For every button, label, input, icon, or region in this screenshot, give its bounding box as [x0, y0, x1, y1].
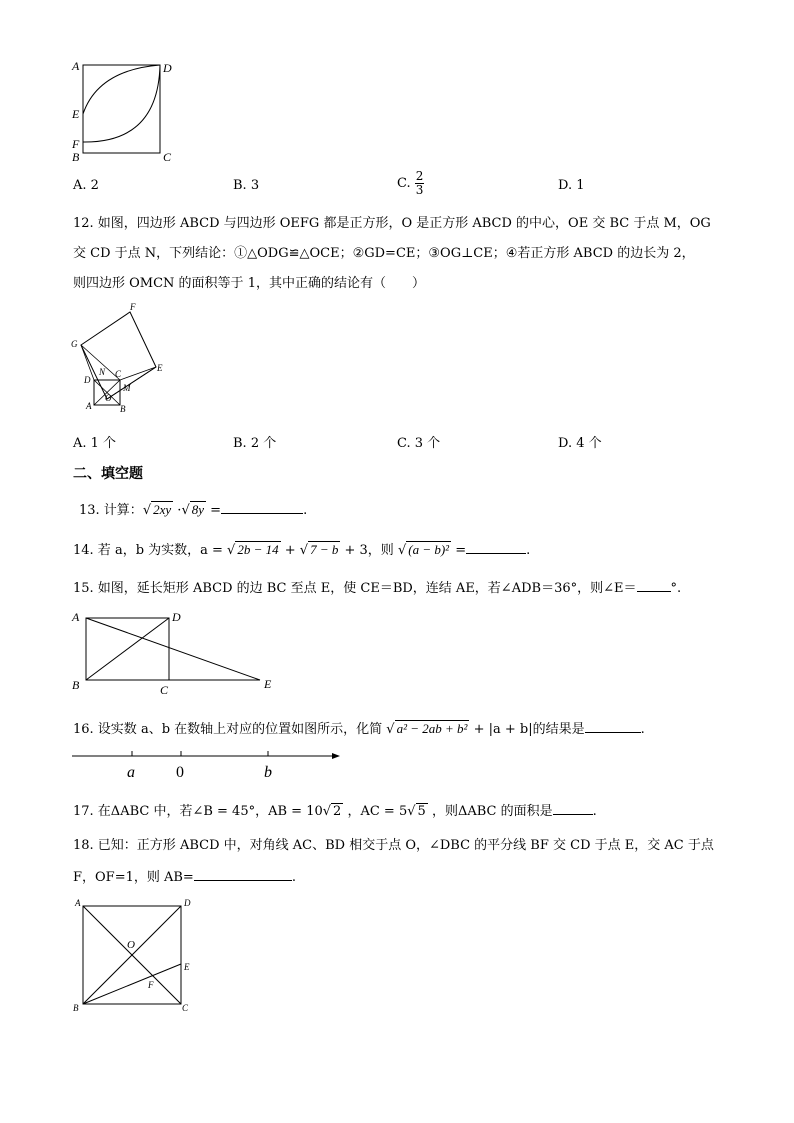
q13-dot: ·	[177, 503, 182, 518]
q11-option-c	[397, 170, 424, 197]
q16-prefix: 16. 设实数 a、b 在数轴上对应的位置如图所示，化简	[73, 722, 383, 737]
fraction-denominator: 3	[415, 183, 424, 197]
q18-line2-text: F，OF=1，则 AB=	[73, 870, 194, 885]
label-C: C	[163, 150, 172, 164]
label-O: O	[105, 393, 112, 403]
fraction-numerator: 2	[415, 169, 424, 183]
label-A: A	[72, 59, 80, 73]
q11-square	[83, 65, 160, 153]
label-A: A	[86, 401, 92, 411]
label-D: D	[163, 61, 172, 75]
q14-radicand-2: 7 − b	[310, 542, 339, 557]
label-D: D	[184, 898, 191, 908]
q13-equals: =	[210, 503, 222, 518]
q15-end: °.	[670, 581, 682, 596]
q15	[73, 579, 681, 597]
q14-equals: =	[455, 543, 467, 558]
q17: 17. 在ΔABC 中，若∠B = 45°，AB = 10√ 2 ，AC = 5√ 5 ，则ΔABC 的面积是 .	[73, 804, 597, 819]
q13-radicand-1: 2xy	[153, 502, 172, 517]
q18-figure	[68, 894, 203, 1019]
label-A: A	[72, 610, 80, 624]
q12-option-a: A. 1 个	[73, 436, 117, 451]
label-G: G	[71, 339, 78, 349]
q11-figure	[68, 58, 188, 170]
label-O: O	[127, 939, 135, 951]
q11-option-c-label: C.	[397, 176, 411, 191]
q17-answer-blank[interactable]	[553, 802, 593, 815]
axis-label-b: b	[264, 764, 272, 781]
q18-answer-blank[interactable]	[194, 868, 292, 881]
q17-suffix: ，则ΔABC 的面积是	[431, 804, 553, 819]
q12-line3: 则四边形 OMCN 的面积等于 1，其中正确的结论有（ ）	[73, 276, 425, 291]
axis-label-zero: 0	[176, 764, 184, 781]
q17-mid: ，AC = 5	[347, 804, 408, 819]
q16: 16. 设实数 a、b 在数轴上对应的位置如图所示，化简 √ a² − 2ab + b² + |a + b|的结果是 .	[73, 721, 645, 737]
label-M: M	[123, 383, 131, 393]
q17-radicand-2: 5	[417, 804, 426, 819]
label-B: B	[73, 1003, 79, 1013]
q12-figure	[68, 302, 178, 420]
q16-mid: + |a + b|的结果是	[473, 722, 585, 737]
q13-prefix: 13. 计算：	[79, 503, 143, 518]
q11-arc-lower	[83, 65, 160, 142]
q16-answer-blank[interactable]	[585, 720, 641, 733]
q17-radicand-1: 2	[333, 804, 342, 819]
arrow-icon	[332, 753, 340, 759]
q13-radicand-2: 8y	[191, 502, 205, 517]
q17-end: .	[592, 804, 597, 819]
q16-end: .	[640, 722, 645, 737]
q12-line2: 交 CD 于点 N，下列结论：①△ODG≌△OCE；②GD=CE；③OG⊥CE；④若正方形 ABCD 的边长为 2，	[73, 246, 695, 261]
label-B: B	[120, 404, 126, 414]
label-A: A	[75, 898, 81, 908]
label-F: F	[148, 980, 154, 990]
q15-answer-blank[interactable]	[637, 579, 671, 592]
q12-option-b: B. 2 个	[233, 436, 277, 451]
q14-end: .	[526, 543, 531, 558]
q16-radicand: a² − 2ab + b²	[396, 721, 468, 736]
q17-prefix: 17. 在ΔABC 中，若∠B = 45°，AB = 10	[73, 804, 323, 819]
q15-text: 15. 如图，延长矩形 ABCD 的边 BC 至点 E，使 CE＝BD，连结 AE，若∠ADB＝36°，则∠E＝	[73, 581, 637, 596]
label-E: E	[184, 962, 190, 972]
q11-option-d: D. 1	[558, 178, 585, 193]
q13-end: .	[303, 503, 308, 518]
label-E: E	[72, 107, 80, 121]
q18-line1: 18. 已知：正方形 ABCD 中，对角线 AC、BD 相交于点 O，∠DBC 的平分线 BF 交 CD 于点 E，交 AC 于点	[73, 838, 714, 853]
label-C: C	[182, 1003, 189, 1013]
label-D: D	[172, 610, 181, 624]
q12-option-c: C. 3 个	[397, 436, 441, 451]
q11-option-c-fraction	[415, 170, 425, 197]
q15-figure	[68, 606, 288, 698]
q14-prefix: 14. 若 a，b 为实数，a =	[73, 543, 223, 558]
label-C: C	[115, 369, 122, 379]
label-B: B	[72, 150, 80, 164]
q12-line1: 12. 如图，四边形 ABCD 与四边形 OEFG 都是正方形，O 是正方形 ABCD 的中心，OE 交 BC 于点 M，OG	[73, 216, 711, 231]
section-title: 二、填空题	[73, 466, 143, 482]
q14-radicand-3: (a − b)²	[408, 542, 450, 557]
q11-arc-upper	[83, 65, 160, 114]
label-N: N	[99, 367, 106, 377]
label-C: C	[160, 683, 169, 697]
q14-radicand-1: 2b − 14	[237, 542, 279, 557]
label-D: D	[84, 375, 91, 385]
label-E: E	[264, 677, 272, 691]
label-F: F	[130, 302, 136, 312]
axis-label-a: a	[127, 764, 135, 781]
label-F: F	[72, 137, 80, 151]
q18-line2	[73, 868, 296, 886]
q13-answer-blank[interactable]	[221, 501, 303, 514]
q16-number-line	[68, 744, 348, 784]
q14-plus: +	[284, 543, 296, 558]
q12-option-d: D. 4 个	[558, 436, 602, 451]
q11-option-a: A. 2	[73, 178, 99, 193]
q14: 14. 若 a，b 为实数，a = √ 2b − 14 + √ 7 − b + 3，则 √ (a − b)² = .	[73, 542, 531, 558]
q13: 13. 计算：√ 2xy ·√ 8y = .	[79, 502, 308, 518]
label-B: B	[72, 678, 80, 692]
q11-option-b: B. 3	[233, 178, 260, 193]
q14-mid: + 3，则	[344, 543, 394, 558]
label-E: E	[157, 363, 163, 373]
q14-answer-blank[interactable]	[466, 541, 526, 554]
q18-end: .	[291, 870, 296, 885]
